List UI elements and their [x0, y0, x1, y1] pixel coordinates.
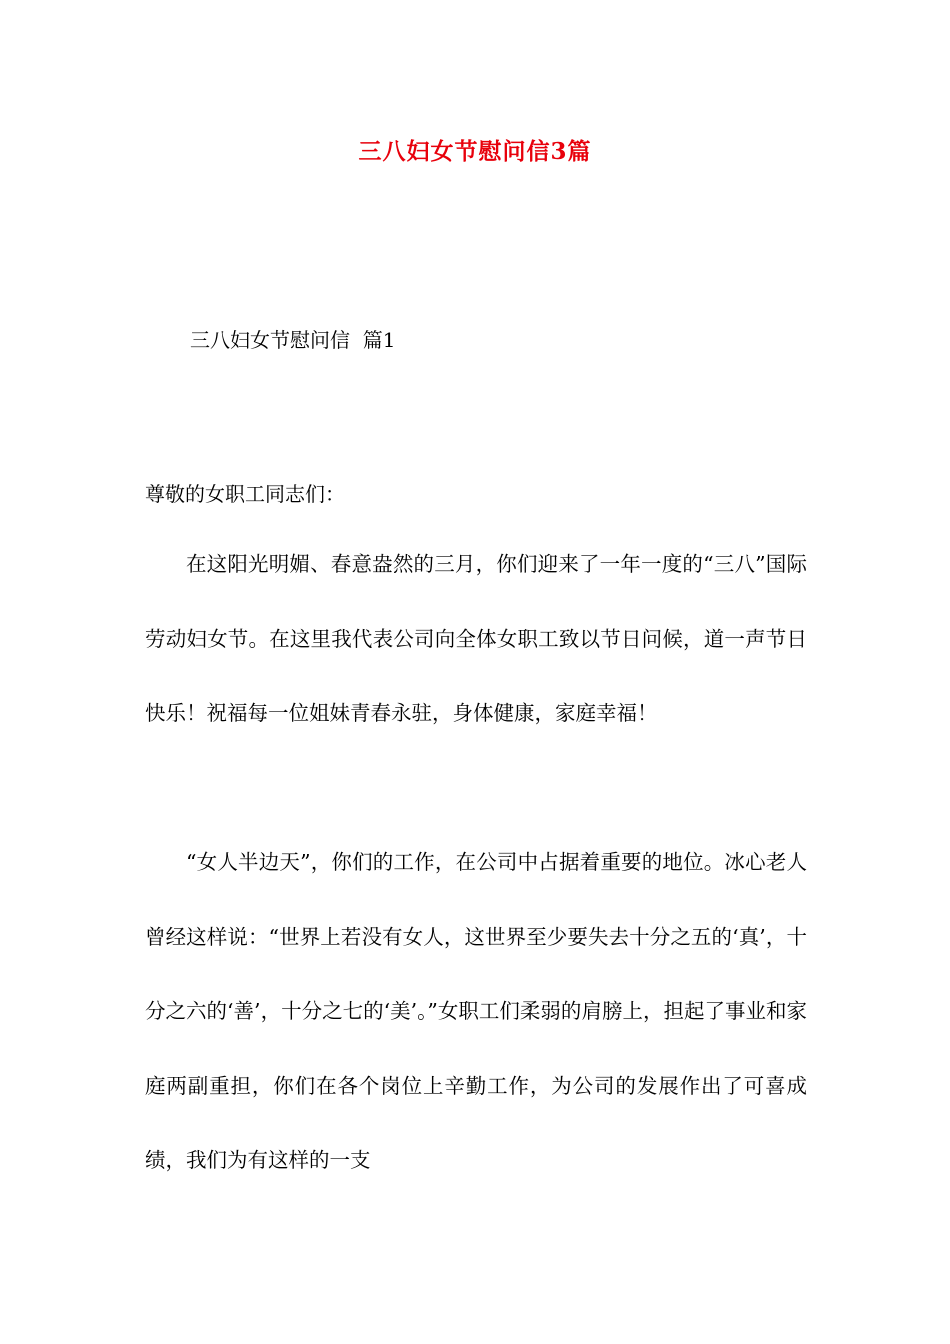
body-paragraph: “女人半边天”，你们的工作，在公司中占据着重要的地位。冰心老人曾经这样说：“世界上若没有女人，这世界至少要失去十分之五的‘真’，十分之六的‘善’，十分之七的‘美’。”女职工们柔弱的肩膀上，担起了事业和家庭两副重担，你们在各个岗位上辛勤工作，为公司的发展作出了可喜成绩，我们为有这样的一支	[145, 850, 807, 1172]
section-heading: 三八妇女节慰问信 篇1	[190, 328, 396, 352]
document-title: 三八妇女节慰问信3篇	[358, 138, 592, 165]
body-paragraph: 在这阳光明媚、春意盎然的三月，你们迎来了一年一度的“三八”国际劳动妇女节。在这里我代表公司向全体女职工致以节日问候，道一声节日快乐！祝福每一位姐妹青春永驻，身体健康，家庭幸福！	[145, 552, 807, 725]
salutation: 尊敬的女职工同志们：	[145, 482, 345, 506]
